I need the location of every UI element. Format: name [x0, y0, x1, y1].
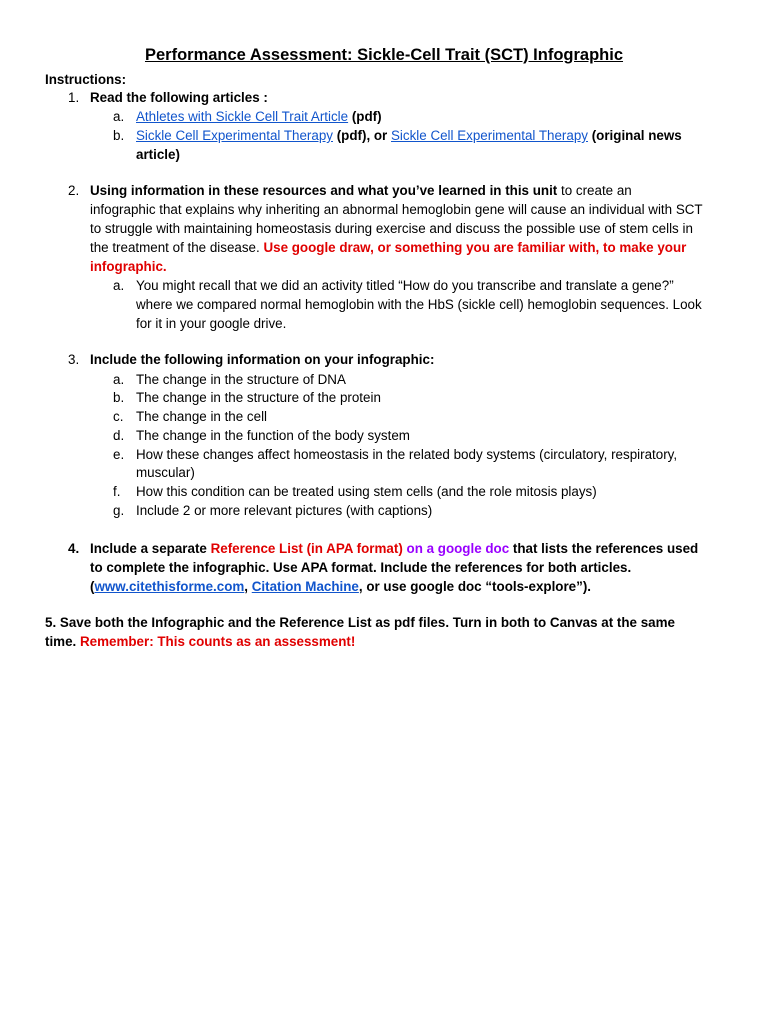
item-1b-after: (original news [587, 128, 682, 143]
item-4-line-1 [90, 540, 698, 558]
item-1b-continuation: article) [136, 147, 180, 162]
page-title: Performance Assessment: Sickle-Cell Trait (SCT) Infographic [144, 46, 624, 64]
item-5-time: time. [45, 634, 80, 649]
item-4-p4: that lists the references used [509, 541, 699, 556]
item-4-number: 4. [68, 541, 80, 556]
assessment-reminder: Remember: This counts as an assessment! [79, 634, 356, 649]
item-2-line-4a: the treatment of the disease. [90, 240, 264, 255]
item-5-line-2 [45, 633, 355, 651]
item-1-text: Read the following articles : [90, 90, 268, 105]
item-1a-pdf: (pdf) [348, 109, 382, 124]
item-1a-line [136, 108, 382, 126]
google-doc-phrase: on a google doc [402, 541, 510, 556]
item-3b-marker: b. [113, 390, 125, 405]
item-2a-line-2: where we compared normal hemoglobin with the HbS (sickle cell) hemoglobin sequences. Look [136, 297, 702, 312]
item-3-text: Include the following information on your infographic: [90, 352, 435, 367]
instructions-label: Instructions: [45, 72, 127, 87]
item-2-line-4 [90, 239, 686, 257]
citation-machine-link[interactable]: Citation Machine [251, 579, 359, 594]
item-2-line-5: infographic. [90, 259, 167, 274]
item-1-number: 1. [68, 90, 80, 105]
item-3b-text: The change in the structure of the protein [136, 390, 381, 405]
item-2-bold: Using information in these resources and what you’ve learned in this unit [90, 183, 558, 198]
item-2a-line-1: You might recall that we did an activity titled “How do you transcribe and translate a gene?” [136, 278, 674, 293]
item-4-tools-explore: , or use google doc “tools-explore”). [358, 579, 592, 594]
item-3a-text: The change in the structure of DNA [136, 372, 346, 387]
item-3a-marker: a. [113, 372, 125, 387]
item-2a-line-3: for it in your google drive. [136, 316, 287, 331]
reference-list-phrase: Reference List (in APA format) [210, 541, 403, 556]
experimental-therapy-news-link[interactable]: Sickle Cell Experimental Therapy [391, 128, 588, 143]
item-1b-line [136, 127, 682, 145]
item-2a-marker: a. [113, 278, 125, 293]
item-4-line-3 [90, 578, 591, 596]
item-4-open-paren: ( [90, 579, 95, 594]
item-3-number: 3. [68, 352, 80, 367]
item-2-line-2: infographic that explains why inheriting an abnormal hemoglobin gene will cause an individual with SCT [90, 202, 703, 217]
item-3f-text: How this condition can be treated using stem cells (and the role mitosis plays) [136, 484, 597, 499]
item-3d-marker: d. [113, 428, 125, 443]
item-2-number: 2. [68, 183, 80, 198]
item-2-rest: to create an [557, 183, 632, 198]
item-3e-continuation: muscular) [136, 465, 195, 480]
item-4-line-2: to complete the infographic. Use APA format. Include the references for both articles. [90, 560, 632, 575]
item-2-line-3: to struggle with maintaining homeostasis during exercise and discuss the possible use of stem cells in [90, 221, 693, 236]
citethisforme-link[interactable]: www.citethisforme.com [94, 579, 245, 594]
item-1a-marker: a. [113, 109, 125, 124]
item-4-p1: Include a separate [90, 541, 211, 556]
item-3e-marker: e. [113, 447, 125, 462]
experimental-therapy-pdf-link[interactable]: Sickle Cell Experimental Therapy [136, 128, 333, 143]
athletes-sct-article-link[interactable]: Athletes with Sickle Cell Trait Article [136, 109, 349, 124]
item-3f-marker: f. [113, 484, 121, 499]
item-3d-text: The change in the function of the body system [136, 428, 410, 443]
item-2-red-instruction: Use google draw, or something you are familiar with, to make your [263, 240, 687, 255]
item-3g-marker: g. [113, 503, 125, 518]
item-3e-text: How these changes affect homeostasis in the related body systems (circulatory, respiratory, [136, 447, 678, 462]
item-1b-marker: b. [113, 128, 125, 143]
item-3c-marker: c. [113, 409, 124, 424]
item-2-line-1 [90, 182, 632, 200]
item-1b-mid: (pdf), or [332, 128, 391, 143]
item-3c-text: The change in the cell [136, 409, 268, 424]
item-4-comma: , [244, 579, 252, 594]
item-5-line-1: 5. Save both the Infographic and the Reference List as pdf files. Turn in both to Canvas at the same [45, 615, 675, 630]
item-3g-text: Include 2 or more relevant pictures (with captions) [136, 503, 433, 518]
